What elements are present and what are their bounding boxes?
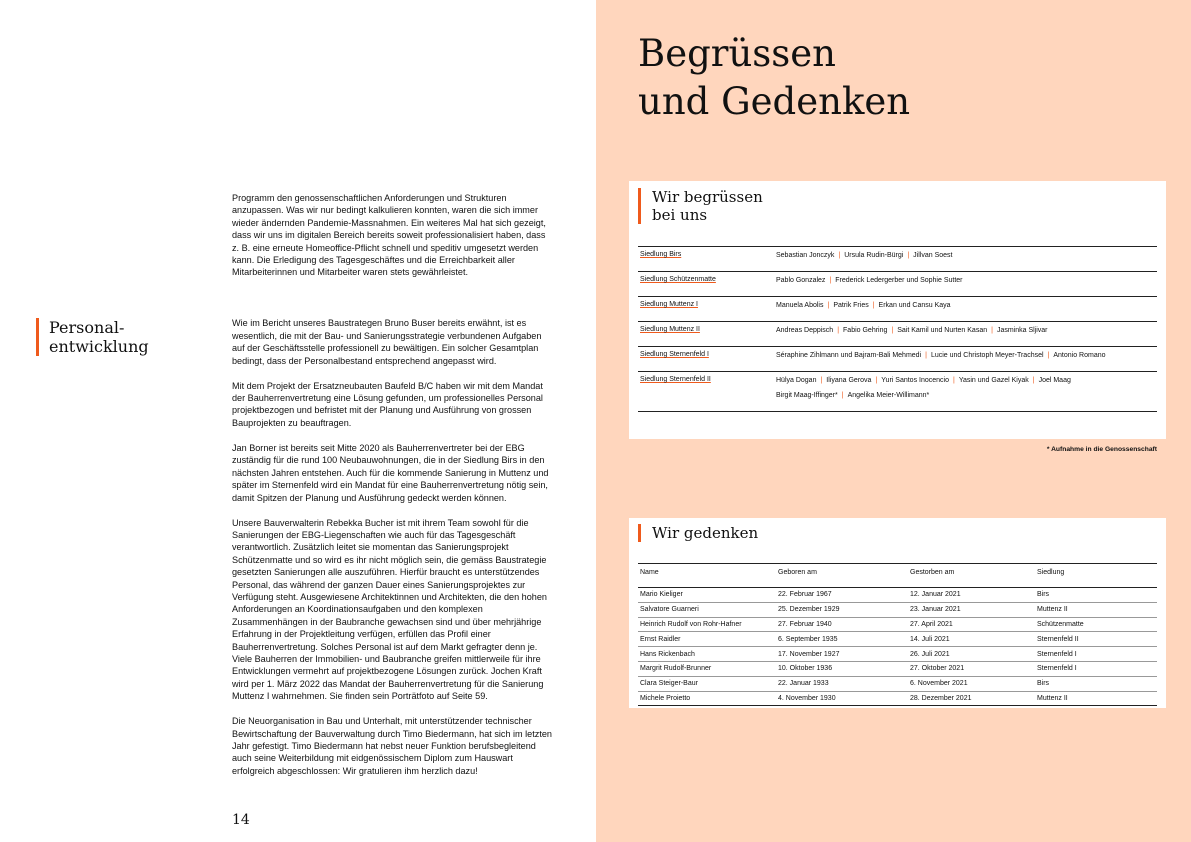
member-name: Jillvan Soest	[913, 252, 953, 259]
column-header-name: Name	[638, 564, 776, 588]
settlement-name: Siedlung Sternenfeld II	[640, 376, 711, 383]
deceased-name: Margrit Rudolf-Brunner	[638, 661, 776, 676]
settlement: Sternenfeld II	[1035, 632, 1157, 647]
settlement-name: Siedlung Schützenmatte	[640, 276, 716, 283]
birth-date: 22. Februar 1967	[776, 588, 908, 603]
paragraph-4: Jan Borner ist bereits seit Mitte 2020 als Bauherrenvertreter bei der EBG zuständig für die rund 100 Neubauwohnungen, die in der Siedlung Birs in den nächsten Jahren entstehen. Auch für die kommende Sanierung in Muttenz und später im Sternenfeld wird ein Mandat für eine Bauherrenvertretung nötig sein, damit Spitzen der Planung und Ausführung gedeckt werden können.	[232, 442, 549, 503]
birth-date: 27. Februar 1940	[776, 617, 908, 632]
paragraph-3: Mit dem Projekt der Ersatzneubauten Baufeld B/C haben wir mit dem Mandat der Bauherrenvertretung eine Lösung gefunden, um professionelles Personal projektbezogen und befristet mit der Planung und Ausführung von grossen Bauprojekten zu beauftragen.	[232, 380, 543, 428]
member-name: Pablo Gonzalez	[776, 277, 826, 284]
page-number: 14	[232, 812, 250, 828]
member-name: Yasin und Gazel Kiyak	[958, 377, 1029, 384]
welcome-row	[638, 271, 1157, 296]
member-name: Jasminka Sljivar	[996, 327, 1048, 334]
member-name: Andreas Deppisch	[776, 327, 834, 334]
member-name: Sait Kamil und Nurten Kasan	[897, 327, 988, 334]
paragraph-1: Programm den genossenschaftlichen Anforderungen und Strukturen anzupassen. Was wir nur bedingt kalkulieren konnten, waren die sich immer wieder ändernden Pandemie-Massnahmen. Ein weiteres Mal hat sich gezeigt, dass wir uns im digitalen Bereich bereits soweit professionalisiert haben, dass z. B. eine erneute Homeoffice-Pflicht schnell und speditiv umgesetzt werden kann. Die Erledigung des Tagesgeschäftes und die Erreichbarkeit aller Mitarbeiterinnen und Mitarbeiter waren stets gewährleistet.	[232, 193, 546, 278]
death-date: 27. April 2021	[908, 617, 1035, 632]
welcome-row	[638, 346, 1157, 371]
new-member-names	[776, 373, 1157, 403]
settlement-name: Siedlung Birs	[640, 251, 682, 258]
deceased-name: Hans Rickenbach	[638, 647, 776, 662]
new-member-names	[776, 248, 1157, 263]
settlement-name: Siedlung Muttenz II	[640, 326, 700, 333]
member-name: Hülya Dogan	[776, 377, 817, 384]
settlement: Birs	[1035, 588, 1157, 603]
new-member-names	[776, 323, 1157, 338]
name-separator: |	[907, 252, 910, 259]
name-separator: |	[891, 327, 894, 334]
right-page	[596, 0, 1191, 842]
deceased-name: Clara Steiger-Baur	[638, 676, 776, 691]
member-name: Séraphine Zihlmann und Bajram-Bali Mehmedi	[776, 352, 922, 359]
settlement: Schützenmatte	[1035, 617, 1157, 632]
member-name: Sebastian Jonczyk	[776, 252, 835, 259]
birth-date: 4. November 1930	[776, 691, 908, 706]
new-member-names	[776, 298, 1157, 313]
settlement: Muttenz II	[1035, 602, 1157, 617]
death-date: 26. Juli 2021	[908, 647, 1035, 662]
memorial-row	[638, 691, 1157, 706]
paragraph-2: Wie im Bericht unseres Baustrategen Bruno Buser bereits erwähnt, ist es wesentlich, die mit der Bau- und Sanierungsstrategie verbundenen Aufgaben auf der Geschäftsstelle professionell zu bewältigen. Ein solcher Gesamtplan bedingt, dass der Personalbestand entsprechend angepasst wird.	[232, 318, 542, 366]
memorial-table	[638, 563, 1157, 706]
birth-date: 6. September 1935	[776, 632, 908, 647]
welcome-row	[638, 296, 1157, 321]
memorial-row	[638, 647, 1157, 662]
name-separator: |	[837, 327, 840, 334]
death-date: 6. November 2021	[908, 676, 1035, 691]
welcome-card	[629, 181, 1166, 439]
welcome-heading-line2: bei uns	[652, 206, 708, 224]
name-separator: |	[872, 302, 875, 309]
column-header-died: Gestorben am	[908, 564, 1035, 588]
name-separator: |	[875, 377, 878, 384]
section-heading	[36, 318, 149, 356]
member-name: Yuri Santos Inocencio	[881, 377, 949, 384]
settlement: Muttenz II	[1035, 691, 1157, 706]
settlement: Sternenfeld I	[1035, 661, 1157, 676]
member-name: Manuela Abolis	[776, 302, 824, 309]
paragraph-spacer	[232, 291, 554, 317]
member-name: Lucie und Christoph Meyer-Trachsel	[930, 352, 1044, 359]
memorial-row	[638, 588, 1157, 603]
section-heading-line2: entwicklung	[49, 337, 149, 356]
birth-date: 17. November 1927	[776, 647, 908, 662]
name-separator: |	[820, 377, 823, 384]
member-name: Erkan und Cansu Kaya	[878, 302, 951, 309]
name-separator: |	[829, 277, 832, 284]
member-name: Iliyana Gerova	[826, 377, 872, 384]
page-title-line2: und Gedenken	[638, 80, 911, 123]
deceased-name: Ernst Raidler	[638, 632, 776, 647]
birth-date: 10. Oktober 1936	[776, 661, 908, 676]
death-date: 14. Juli 2021	[908, 632, 1035, 647]
member-name: Fabio Gehring	[843, 327, 888, 334]
body-text	[232, 192, 554, 790]
deceased-name: Mario Kieliger	[638, 588, 776, 603]
deceased-name: Heinrich Rudolf von Rohr-Hafner	[638, 617, 776, 632]
birth-date: 25. Dezember 1929	[776, 602, 908, 617]
settlement-name: Siedlung Muttenz I	[640, 301, 698, 308]
death-date: 12. Januar 2021	[908, 588, 1035, 603]
member-name: Joel Maag	[1038, 377, 1071, 384]
member-name: Frederick Ledergerber und Sophie Sutter	[835, 277, 963, 284]
member-name: Birgit Maag-Iffinger*	[776, 392, 838, 399]
new-member-names	[776, 348, 1157, 363]
name-separator: |	[952, 377, 955, 384]
name-separator: |	[1032, 377, 1035, 384]
memorial-card	[629, 518, 1166, 708]
column-header-settlement: Siedlung	[1035, 564, 1157, 588]
new-member-names	[776, 273, 1157, 288]
name-separator: |	[838, 252, 841, 259]
name-separator: |	[827, 302, 830, 309]
member-name: Patrik Fries	[833, 302, 869, 309]
column-header-born: Geboren am	[776, 564, 908, 588]
memorial-header-row	[638, 564, 1157, 588]
member-name: Ursula Rudin-Bürgi	[844, 252, 904, 259]
section-heading-line1: Personal-	[49, 318, 125, 337]
welcome-heading	[638, 188, 763, 224]
member-name: Angelika Meier-Willimann*	[847, 392, 930, 399]
welcome-row	[638, 246, 1157, 271]
name-separator: |	[1047, 352, 1050, 359]
settlement-name: Siedlung Sternenfeld I	[640, 351, 709, 358]
welcome-footnote: * Aufnahme in die Genossenschaft	[1046, 446, 1157, 453]
memorial-row	[638, 632, 1157, 647]
death-date: 28. Dezember 2021	[908, 691, 1035, 706]
memorial-row	[638, 617, 1157, 632]
settlement: Sternenfeld I	[1035, 647, 1157, 662]
settlement: Birs	[1035, 676, 1157, 691]
name-separator: |	[991, 327, 993, 334]
paragraph-6: Die Neuorganisation in Bau und Unterhalt, mit unterstützender technischer Bewirtschaftung der Bauverwaltung durch Timo Biedermann, hat sich im letzten Jahr gefestigt. Timo Biedermann hat nebst neuer Funktion berufsbegleitend auch seine Weiterbildung mit eidgenössischem Diplom zum Hauswart erfolgreich abgeschlossen: Wir gratulieren ihm herzlich dazu!	[232, 716, 552, 776]
name-separator: |	[841, 392, 844, 399]
deceased-name: Salvatore Guarneri	[638, 602, 776, 617]
memorial-heading: Wir gedenken	[638, 524, 758, 542]
deceased-name: Michele Proietto	[638, 691, 776, 706]
welcome-heading-line1: Wir begrüssen	[652, 188, 763, 206]
welcome-row	[638, 371, 1157, 412]
birth-date: 22. Januar 1933	[776, 676, 908, 691]
welcome-row	[638, 321, 1157, 346]
paragraph-5: Unsere Bauverwalterin Rebekka Bucher ist mit ihrem Team sowohl für die Sanierungen der EBG-Liegenschaften wie auch für das Tagesgeschäft verantwortlich. Zusätzlich leitet sie momentan das Sanierungsprojekt Schützenmatte und so wird es ihr nicht möglich sein, die gemäss Baustrategie gesetzten Sanierungen alle auszuführen. Hierfür braucht es unterstützendes Personal, das während der ganzen Dauer eines Sanierungsprojektes zur Verfügung steht. Ausgewiesene Architektinnen und Architekten, die den hohen Anforderungen an Koordinationsaufgaben und den komplexen Zusammenhängen in der Baubranche gewachsen sind und über mehrjährige Erfahrung in der Projektleitung verfügen, erfüllen das Profil einer Bauherrenvertretung. Solches Personal ist auf dem Markt gefragter denn je. Viele Bauherren der Immobilien- und Baubranche greifen mittlerweile für ihre Entwicklungen vermehrt auf projektbezogene Lösungen zurück. Jochen Kraft wird per 1. März 2022 das Mandat der Bauherrenvertretung für die Sanierung Muttenz I wahrnehmen. Sie finden sein Porträtfoto auf Seite 59.	[232, 517, 547, 702]
death-date: 27. Oktober 2021	[908, 661, 1035, 676]
death-date: 23. Januar 2021	[908, 602, 1035, 617]
welcome-table	[638, 246, 1157, 412]
page-title-line1: Begrüssen	[638, 32, 836, 75]
member-name: Antonio Romano	[1053, 352, 1106, 359]
memorial-row	[638, 676, 1157, 691]
name-separator: |	[925, 352, 927, 359]
memorial-row	[638, 661, 1157, 676]
page-title	[638, 30, 910, 126]
memorial-row	[638, 602, 1157, 617]
